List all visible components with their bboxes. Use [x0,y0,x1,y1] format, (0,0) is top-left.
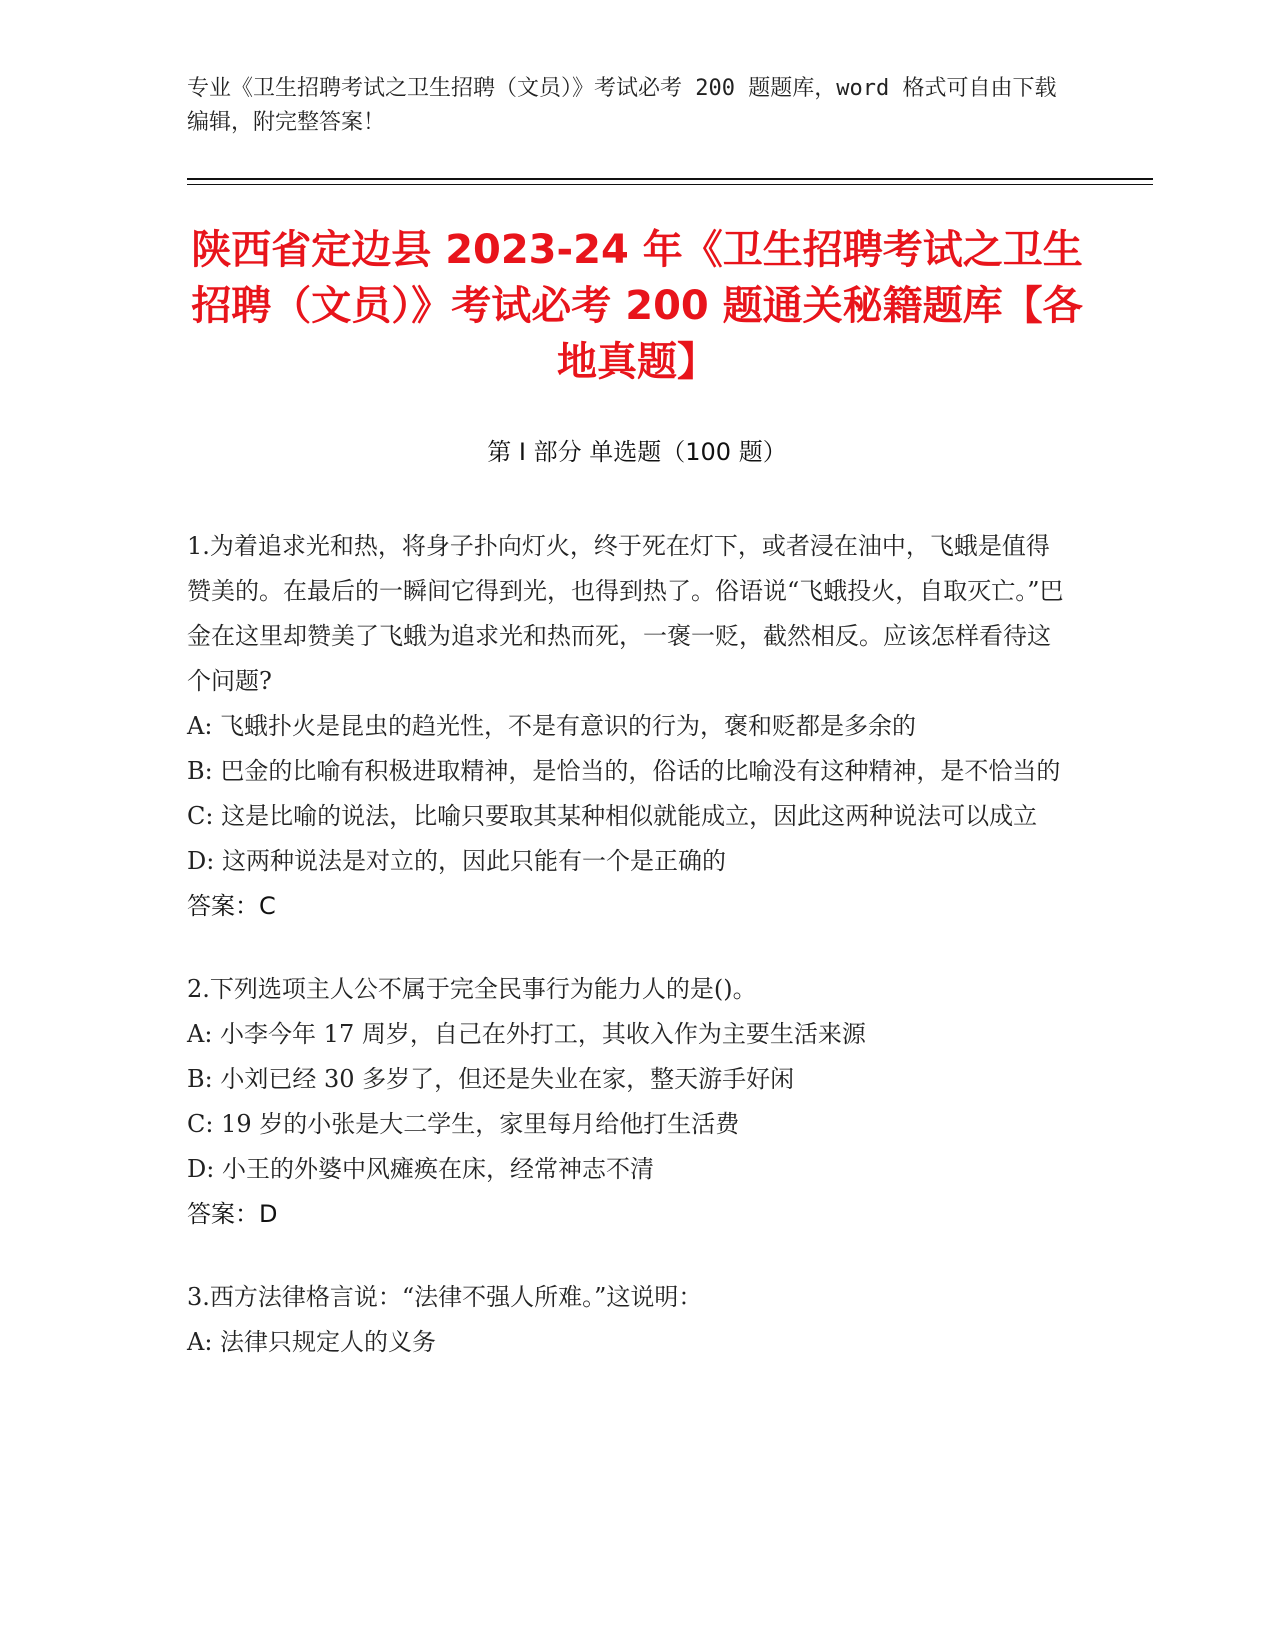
question-stem: 1.为着追求光和热，将身子扑向灯火，终于死在灯下，或者浸在油中，飞蛾是值得赞美的。在最后的一瞬间它得到光，也得到热了。俗语说“飞蛾投火，自取灭亡。”巴金在这里却赞美了飞蛾为追求光和热而死，一褒一贬，截然相反。应该怎样看待这个问题? [187,532,1064,695]
header-divider-thin [187,184,1153,185]
option-a: A: 小李今年 17 周岁，自己在外打工，其收入作为主要生活来源 [187,1020,866,1048]
answer: 答案：C [187,892,276,920]
option-c: C: 这是比喻的说法，比喻只要取其某种相似就能成立，因此这两种说法可以成立 [187,802,1038,830]
question-2 [187,967,1067,1237]
question-stem: 2.下列选项主人公不属于完全民事行为能力人的是()。 [187,975,757,1003]
header-divider-thick [187,178,1153,180]
header-note: 专业《卫生招聘考试之卫生招聘（文员）》考试必考 200 题题库，word 格式可自由下载编辑，附完整答案！ [187,76,1057,135]
question-1 [187,524,1067,929]
option-b: B: 小刘已经 30 多岁了，但还是失业在家，整天游手好闲 [187,1065,795,1093]
option-b: B: 巴金的比喻有积极进取精神，是恰当的，俗话的比喻没有这种精神，是不恰当的 [187,757,1061,785]
document-title: 陕西省定边县 2023-24 年《卫生招聘考试之卫生招聘（文员）》考试必考 200 题通关秘籍题库【各地真题】 [191,227,1083,385]
option-c: C: 19 岁的小张是大二学生，家里每月给他打生活费 [187,1110,740,1138]
answer: 答案：D [187,1200,278,1228]
question-list [187,524,1067,1403]
section-heading: 第 I 部分 单选题（100 题） [487,438,787,466]
option-d: D: 这两种说法是对立的，因此只能有一个是正确的 [187,847,726,875]
option-a: A: 飞蛾扑火是昆虫的趋光性，不是有意识的行为，褒和贬都是多余的 [187,712,917,740]
option-a: A: 法律只规定人的义务 [187,1328,437,1356]
question-3 [187,1275,1067,1365]
option-d: D: 小王的外婆中风瘫痪在床，经常神志不清 [187,1155,654,1183]
question-stem: 3.西方法律格言说：“法律不强人所难。”这说明： [187,1283,703,1311]
